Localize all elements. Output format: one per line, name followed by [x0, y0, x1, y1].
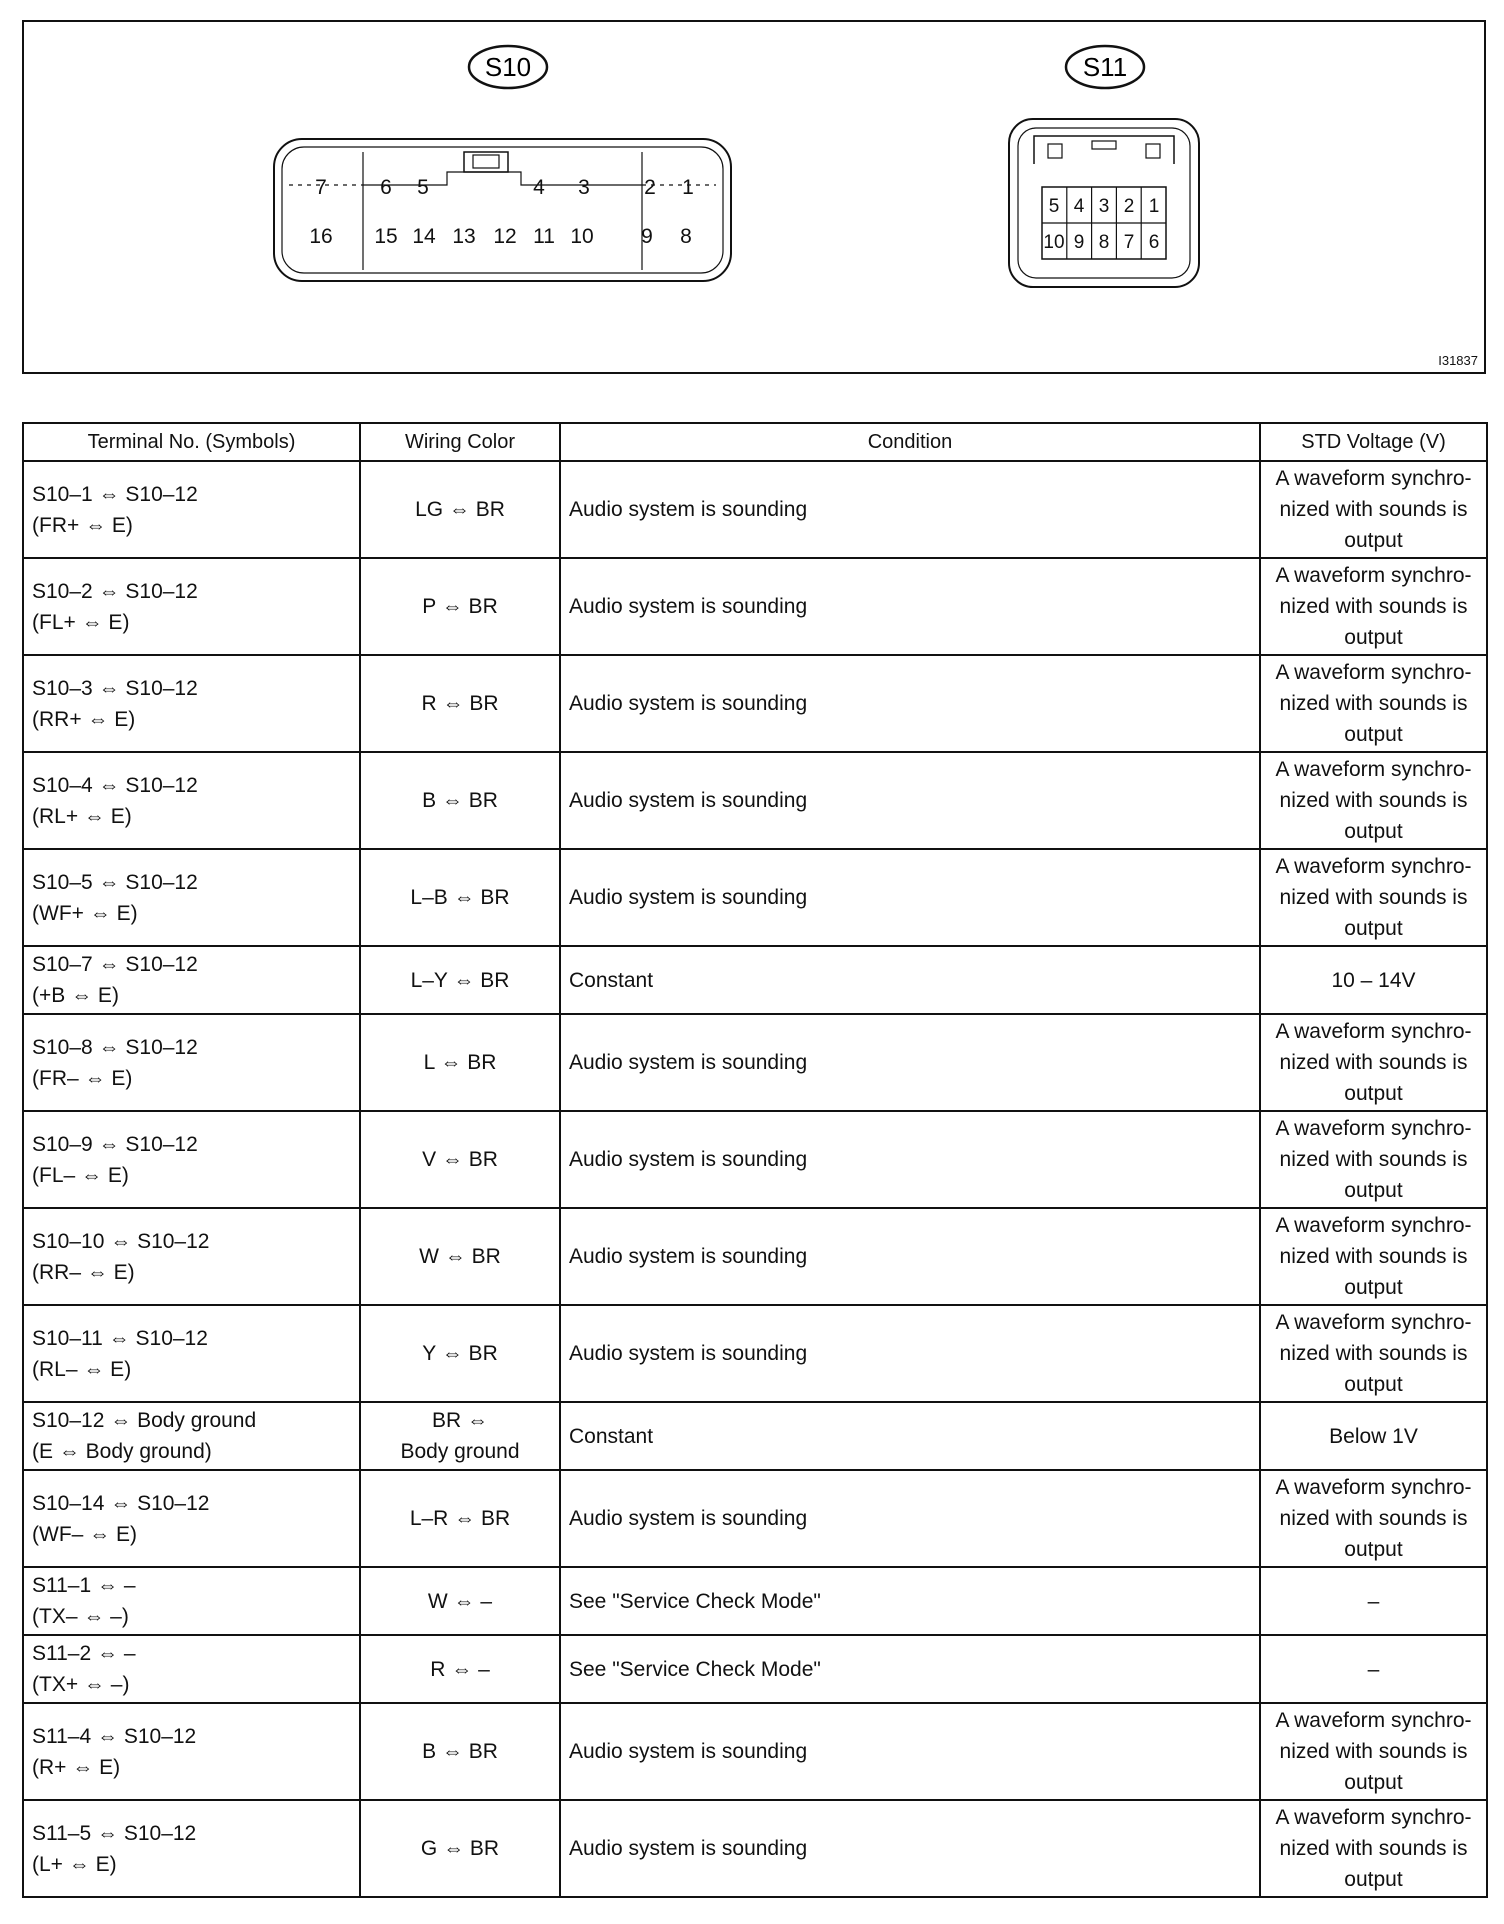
condition-cell-line: Audio system is sounding	[569, 498, 808, 521]
condition-cell-line: Audio system is sounding	[569, 1051, 808, 1074]
std-voltage-cell-line: output	[1344, 1179, 1403, 1202]
std-voltage-cell-line: A waveform synchro-	[1275, 1476, 1472, 1499]
condition-cell	[560, 655, 1260, 752]
std-voltage-cell-line: A waveform synchro-	[1275, 1020, 1472, 1043]
terminal-cell	[23, 1014, 360, 1111]
wiring-color-cell-line: V ⇔ BR	[422, 1148, 498, 1171]
wiring-color-cell	[360, 1208, 560, 1305]
condition-cell-line: Constant	[569, 968, 654, 992]
s10-pin-15: 15	[374, 225, 398, 248]
condition-cell	[560, 1305, 1260, 1402]
std-voltage-cell-line: nized with sounds is	[1279, 1740, 1468, 1763]
terminal-cell-line: (FL+ ⇔ E)	[32, 610, 130, 634]
terminal-cell-line: (RR+ ⇔ E)	[32, 707, 136, 731]
condition-cell-line: Audio system is sounding	[569, 692, 808, 715]
wiring-color-cell-line: R ⇔ –	[430, 1657, 490, 1681]
terminal-cell-line: S10–4 ⇔ S10–12	[32, 773, 198, 797]
terminal-cell	[23, 849, 360, 946]
wiring-color-cell	[360, 461, 560, 558]
std-voltage-cell-line: A waveform synchro-	[1275, 1311, 1472, 1334]
terminal-cell-line: (WF– ⇔ E)	[32, 1522, 137, 1546]
connector-diagram	[22, 20, 1486, 374]
wiring-color-cell	[360, 655, 560, 752]
condition-cell-line: See "Service Check Mode"	[569, 1657, 821, 1681]
terminal-cell	[23, 1703, 360, 1800]
terminal-cell-line: S10–5 ⇔ S10–12	[32, 870, 198, 894]
wiring-color-cell-line: R ⇔ BR	[421, 692, 499, 715]
std-voltage-cell-line: 10 – 14V	[1331, 968, 1416, 992]
table-row	[23, 461, 1487, 558]
table-row	[23, 1703, 1487, 1800]
terminal-cell-line: (E ⇔ Body ground)	[32, 1440, 212, 1463]
terminal-cell-line: S11–2 ⇔ –	[32, 1642, 136, 1665]
std-voltage-cell	[1260, 1111, 1487, 1208]
wiring-color-cell	[360, 558, 560, 655]
std-voltage-cell-line: nized with sounds is	[1279, 1245, 1468, 1268]
terminal-cell-line: S10–1 ⇔ S10–12	[32, 482, 198, 506]
s10-label: S10	[484, 52, 532, 82]
std-voltage-cell-line: A waveform synchro-	[1275, 1117, 1472, 1140]
terminal-cell-line: S11–4 ⇔ S10–12	[32, 1724, 197, 1748]
std-voltage-cell-line: A waveform synchro-	[1275, 1709, 1472, 1732]
header-wiring-color: Wiring Color	[360, 423, 560, 461]
std-voltage-cell-line: nized with sounds is	[1279, 1837, 1468, 1860]
wiring-color-cell-line: W ⇔ BR	[419, 1245, 501, 1268]
s10-pin-8: 8	[680, 225, 692, 248]
terminal-cell	[23, 752, 360, 849]
table-row	[23, 558, 1487, 655]
table-row	[23, 1208, 1487, 1305]
condition-cell-line: Constant	[569, 1424, 654, 1448]
figure-reference-code: I31837	[1438, 353, 1478, 368]
terminal-cell-line: (FR+ ⇔ E)	[32, 513, 133, 537]
terminal-cell-line: S10–3 ⇔ S10–12	[32, 676, 198, 700]
terminal-cell-line: S10–8 ⇔ S10–12	[32, 1035, 198, 1059]
s11-pin-8: 8	[1098, 232, 1110, 253]
table-body	[23, 461, 1487, 1897]
s10-pin-9: 9	[641, 225, 653, 248]
std-voltage-cell-line: A waveform synchro-	[1275, 1214, 1472, 1237]
s10-pin-12: 12	[493, 225, 517, 248]
wiring-color-cell-line: B ⇔ BR	[422, 789, 498, 812]
std-voltage-cell	[1260, 655, 1487, 752]
terminal-cell-line: (RL+ ⇔ E)	[32, 804, 132, 828]
std-voltage-cell-line: output	[1344, 723, 1403, 746]
std-voltage-cell-line: –	[1367, 1657, 1380, 1681]
std-voltage-cell-line: nized with sounds is	[1279, 692, 1468, 715]
std-voltage-cell-line: nized with sounds is	[1279, 1342, 1468, 1365]
std-voltage-cell	[1260, 1703, 1487, 1800]
terminal-cell	[23, 1402, 360, 1470]
std-voltage-cell	[1260, 752, 1487, 849]
s11-pin-10: 10	[1043, 232, 1065, 253]
terminal-cell-line: S10–9 ⇔ S10–12	[32, 1132, 198, 1156]
condition-cell	[560, 946, 1260, 1014]
condition-cell	[560, 558, 1260, 655]
terminal-cell-line: (R+ ⇔ E)	[32, 1755, 121, 1779]
s11-label: S11	[1082, 52, 1128, 82]
wiring-color-cell	[360, 1305, 560, 1402]
wiring-color-cell	[360, 1402, 560, 1470]
std-voltage-cell-line: A waveform synchro-	[1275, 855, 1472, 878]
table-row	[23, 946, 1487, 1014]
terminal-cell-line: S11–1 ⇔ –	[32, 1574, 136, 1597]
std-voltage-cell-line: nized with sounds is	[1279, 1051, 1468, 1074]
std-voltage-cell-line: output	[1344, 820, 1403, 843]
s10-pin-16: 16	[309, 225, 333, 248]
condition-cell	[560, 1470, 1260, 1567]
condition-cell-line: Audio system is sounding	[569, 886, 808, 909]
condition-cell	[560, 1208, 1260, 1305]
std-voltage-cell	[1260, 849, 1487, 946]
connector-drawing	[24, 22, 1484, 372]
std-voltage-cell-line: output	[1344, 1082, 1403, 1105]
condition-cell	[560, 1567, 1260, 1635]
terminal-cell-line: S10–2 ⇔ S10–12	[32, 579, 198, 603]
terminal-cell	[23, 1800, 360, 1897]
table-row	[23, 655, 1487, 752]
terminal-cell	[23, 1208, 360, 1305]
std-voltage-cell-line: output	[1344, 529, 1403, 552]
std-voltage-cell-line: output	[1344, 1538, 1403, 1561]
condition-cell-line: Audio system is sounding	[569, 1740, 808, 1763]
s11-pin-9: 9	[1073, 232, 1085, 253]
std-voltage-cell	[1260, 946, 1487, 1014]
std-voltage-cell	[1260, 1014, 1487, 1111]
condition-cell	[560, 1703, 1260, 1800]
std-voltage-cell	[1260, 1567, 1487, 1635]
terminal-cell-line: (L+ ⇔ E)	[32, 1852, 117, 1876]
wiring-color-cell	[360, 1111, 560, 1208]
s10-pin-11: 11	[533, 225, 555, 248]
table-row	[23, 1800, 1487, 1897]
condition-cell	[560, 1800, 1260, 1897]
condition-cell	[560, 1014, 1260, 1111]
condition-cell-line: Audio system is sounding	[569, 1507, 808, 1530]
header-std-voltage: STD Voltage (V)	[1260, 423, 1487, 461]
table-row	[23, 1635, 1487, 1703]
wiring-color-cell	[360, 849, 560, 946]
table-row	[23, 1402, 1487, 1470]
wiring-color-cell	[360, 1567, 560, 1635]
s11-pin-7: 7	[1123, 232, 1135, 253]
wiring-color-cell-line: Y ⇔ BR	[422, 1342, 498, 1365]
s11-pin-4: 4	[1073, 196, 1085, 217]
terminal-cell-line: (FR– ⇔ E)	[32, 1066, 133, 1090]
terminal-cell	[23, 1305, 360, 1402]
s10-pin-10: 10	[570, 225, 594, 248]
header-condition: Condition	[560, 423, 1260, 461]
wiring-color-cell-line: W ⇔ –	[427, 1589, 493, 1613]
condition-cell-line: Audio system is sounding	[569, 595, 808, 618]
std-voltage-cell-line: A waveform synchro-	[1275, 1806, 1472, 1829]
wiring-color-cell-line: Body ground	[400, 1440, 520, 1463]
std-voltage-cell-line: output	[1344, 1276, 1403, 1299]
wiring-color-cell-line: L–R ⇔ BR	[409, 1507, 511, 1530]
std-voltage-cell	[1260, 461, 1487, 558]
wiring-color-cell	[360, 1470, 560, 1567]
wiring-color-cell	[360, 946, 560, 1014]
std-voltage-cell-line: nized with sounds is	[1279, 1148, 1468, 1171]
condition-cell-line: Audio system is sounding	[569, 789, 808, 812]
condition-cell	[560, 1635, 1260, 1703]
condition-cell	[560, 752, 1260, 849]
wiring-color-cell	[360, 1014, 560, 1111]
terminal-cell-line: S10–12 ⇔ Body ground	[32, 1409, 257, 1432]
terminal-cell	[23, 1635, 360, 1703]
std-voltage-cell-line: output	[1344, 1373, 1403, 1396]
wiring-color-cell-line: LG ⇔ BR	[415, 498, 505, 521]
terminal-cell-line: S10–11 ⇔ S10–12	[32, 1326, 208, 1350]
s10-pin-7: 7	[315, 176, 327, 199]
s11-pin-1: 1	[1148, 196, 1160, 217]
terminal-cell	[23, 558, 360, 655]
wiring-color-cell-line: P ⇔ BR	[422, 595, 498, 618]
std-voltage-cell-line: Below 1V	[1329, 1424, 1418, 1448]
header-terminal: Terminal No. (Symbols)	[23, 423, 360, 461]
std-voltage-cell-line: nized with sounds is	[1279, 1507, 1468, 1530]
terminal-cell	[23, 461, 360, 558]
std-voltage-cell	[1260, 1800, 1487, 1897]
table-row	[23, 1111, 1487, 1208]
terminal-cell-line: (WF+ ⇔ E)	[32, 901, 138, 925]
terminal-cell-line: S10–10 ⇔ S10–12	[32, 1229, 210, 1253]
condition-cell	[560, 1402, 1260, 1470]
terminal-cell-line: (FL– ⇔ E)	[32, 1163, 129, 1187]
wiring-color-cell-line: L–Y ⇔ BR	[410, 968, 510, 992]
condition-cell	[560, 1111, 1260, 1208]
std-voltage-cell-line: –	[1367, 1589, 1380, 1613]
s10-pin-1: 1	[682, 176, 694, 199]
std-voltage-cell	[1260, 1635, 1487, 1703]
table-row	[23, 849, 1487, 946]
wiring-color-cell	[360, 1800, 560, 1897]
terminal-cell	[23, 946, 360, 1014]
s10-pin-3: 3	[578, 176, 590, 199]
wiring-color-cell	[360, 752, 560, 849]
s11-pin-6: 6	[1148, 232, 1160, 253]
terminal-cell-line: S10–14 ⇔ S10–12	[32, 1491, 210, 1515]
terminal-cell	[23, 655, 360, 752]
std-voltage-cell-line: output	[1344, 626, 1403, 649]
s11-pin-2: 2	[1123, 196, 1135, 217]
table-row	[23, 1305, 1487, 1402]
s10-pin-4: 4	[533, 176, 545, 199]
s10-pin-14: 14	[412, 225, 436, 248]
condition-cell-line: See "Service Check Mode"	[569, 1589, 821, 1613]
condition-cell-line: Audio system is sounding	[569, 1837, 808, 1860]
std-voltage-cell	[1260, 558, 1487, 655]
table-row	[23, 752, 1487, 849]
wiring-color-cell-line: BR ⇔	[431, 1409, 488, 1432]
condition-cell	[560, 849, 1260, 946]
condition-cell-line: Audio system is sounding	[569, 1245, 808, 1268]
std-voltage-cell	[1260, 1208, 1487, 1305]
std-voltage-cell	[1260, 1402, 1487, 1470]
condition-cell-line: Audio system is sounding	[569, 1148, 808, 1171]
terminal-cell	[23, 1567, 360, 1635]
s10-pin-5: 5	[417, 176, 429, 199]
terminal-cell-line: (+B ⇔ E)	[32, 984, 119, 1007]
std-voltage-cell-line: A waveform synchro-	[1275, 467, 1472, 490]
s10-pin-6: 6	[380, 176, 392, 199]
table-header-row	[23, 423, 1487, 461]
wiring-color-cell-line: L–B ⇔ BR	[410, 886, 510, 909]
std-voltage-cell-line: nized with sounds is	[1279, 595, 1468, 618]
s10-pin-13: 13	[452, 225, 476, 248]
std-voltage-cell-line: nized with sounds is	[1279, 498, 1468, 521]
wiring-color-cell-line: L ⇔ BR	[423, 1051, 497, 1074]
std-voltage-cell-line: A waveform synchro-	[1275, 661, 1472, 684]
wiring-color-cell-line: G ⇔ BR	[420, 1837, 500, 1860]
std-voltage-cell-line: A waveform synchro-	[1275, 564, 1472, 587]
table-row	[23, 1014, 1487, 1111]
s11-pin-5: 5	[1048, 196, 1060, 217]
std-voltage-cell-line: nized with sounds is	[1279, 886, 1468, 909]
wiring-color-cell	[360, 1703, 560, 1800]
s10-pin-2: 2	[644, 176, 656, 199]
terminal-cell-line: S10–7 ⇔ S10–12	[32, 953, 198, 976]
condition-cell	[560, 461, 1260, 558]
std-voltage-cell-line: nized with sounds is	[1279, 789, 1468, 812]
terminal-cell-line: (TX+ ⇔ –)	[32, 1673, 130, 1696]
std-voltage-cell-line: output	[1344, 1771, 1403, 1794]
terminal-cell	[23, 1111, 360, 1208]
std-voltage-cell-line: output	[1344, 917, 1403, 940]
table-row	[23, 1470, 1487, 1567]
terminal-cell-line: (RL– ⇔ E)	[32, 1357, 132, 1381]
s11-pin-3: 3	[1098, 196, 1110, 217]
terminal-spec-table	[22, 422, 1488, 1898]
wiring-color-cell-line: B ⇔ BR	[422, 1740, 498, 1763]
terminal-cell-line: S11–5 ⇔ S10–12	[32, 1821, 197, 1845]
condition-cell-line: Audio system is sounding	[569, 1342, 808, 1365]
std-voltage-cell-line: A waveform synchro-	[1275, 758, 1472, 781]
s10-connector	[274, 139, 731, 281]
std-voltage-cell-line: output	[1344, 1868, 1403, 1891]
std-voltage-cell	[1260, 1305, 1487, 1402]
terminal-cell-line: (RR– ⇔ E)	[32, 1260, 135, 1284]
terminal-cell-line: (TX– ⇔ –)	[32, 1605, 129, 1628]
table-row	[23, 1567, 1487, 1635]
std-voltage-cell	[1260, 1470, 1487, 1567]
wiring-color-cell	[360, 1635, 560, 1703]
terminal-cell	[23, 1470, 360, 1567]
